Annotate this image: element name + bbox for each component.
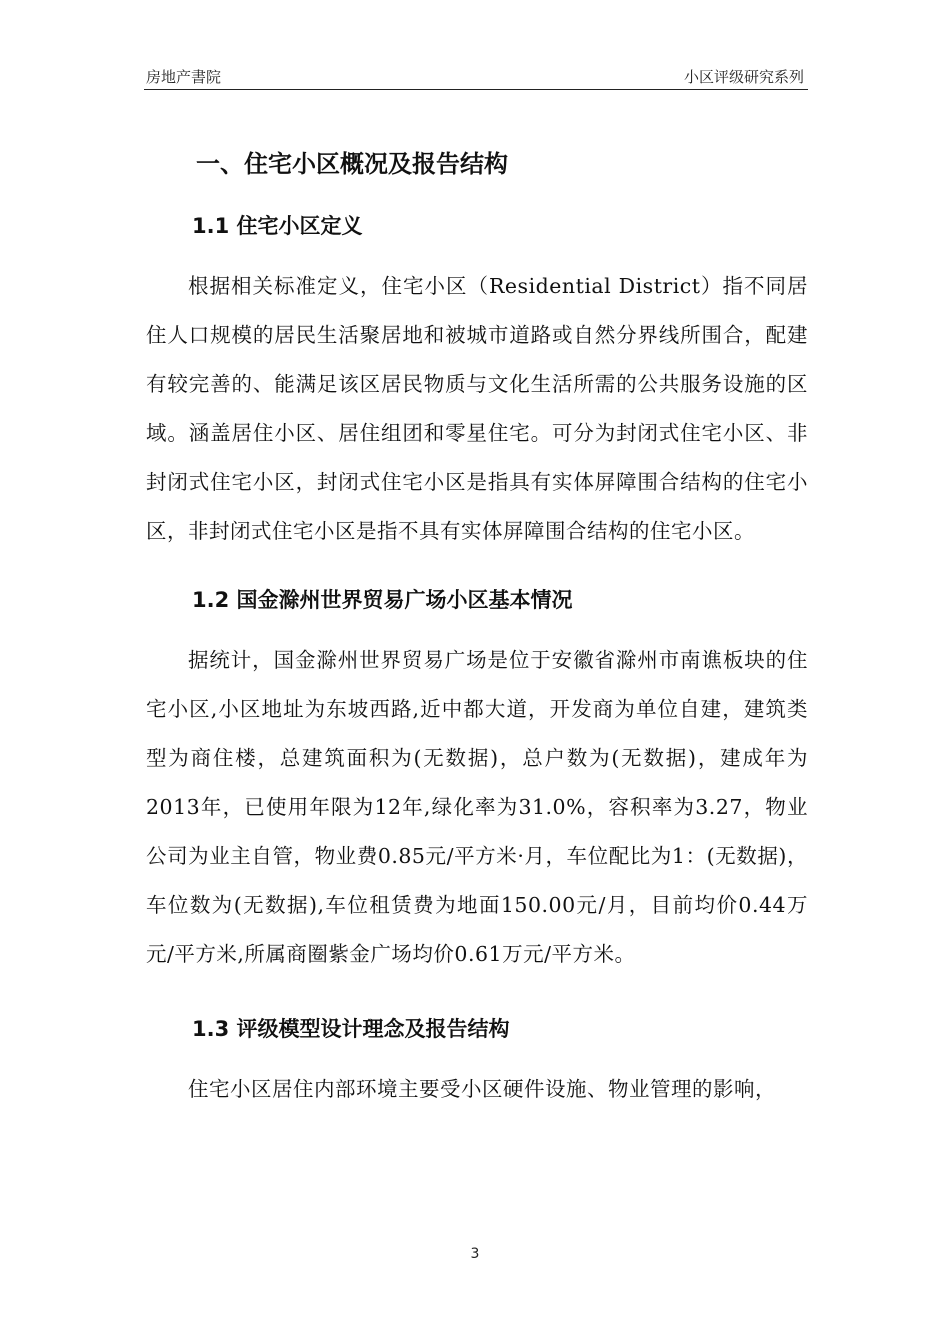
subsection-1-3-paragraph: 住宅小区居住内部环境主要受小区硬件设施、物业管理的影响， <box>188 1077 776 1101</box>
page-body <box>146 140 808 1114</box>
section-title: 一、住宅小区概况及报告结构 <box>196 150 508 178</box>
subsection-1-2-paragraph: 据统计，国金滁州世界贸易广场是位于安徽省滁州市南谯板块的住宅小区,小区地址为东坡西路,近中都大道，开发商为单位自建，建筑类型为商住楼，总建筑面积为(无数据)，总户数为(无数据)，建成年为2013年，已使用年限为12年,绿化率为31.0%，容积率为3.27，物业公司为业主自管，物业费0.85元/平方米·月，车位配比为1：(无数据)，车位数为(无数据),车位租赁费为地面150.00元/月，目前均价0.44万元/平方米,所属商圈紫金广场均价0.61万元/平方米。 <box>146 648 808 966</box>
header-right-title: 小区评级研究系列 <box>683 68 804 86</box>
header-divider <box>144 89 808 90</box>
subsection-1-1-paragraph: 根据相关标准定义，住宅小区（Residential District）指不同居住人口规模的居民生活聚居地和被城市道路或自然分界线所围合，配建有较完善的、能满足该区居民物质与文化生活所需的公共服务设施的区域。涵盖居住小区、居住组团和零星住宅。可分为封闭式住宅小区、非封闭式住宅小区，封闭式住宅小区是指具有实体屏障围合结构的住宅小区，非封闭式住宅小区是指不具有实体屏障围合结构的住宅小区。 <box>146 274 808 543</box>
subsection-1-1-heading: 1.1 住宅小区定义 <box>192 214 363 238</box>
header-left-title: 房地产書院 <box>146 68 222 86</box>
subsection-1-2-heading: 1.2 国金滁州世界贸易广场小区基本情况 <box>192 588 573 612</box>
page-number: 3 <box>470 1246 480 1262</box>
subsection-1-3-heading: 1.3 评级模型设计理念及报告结构 <box>192 1017 510 1041</box>
